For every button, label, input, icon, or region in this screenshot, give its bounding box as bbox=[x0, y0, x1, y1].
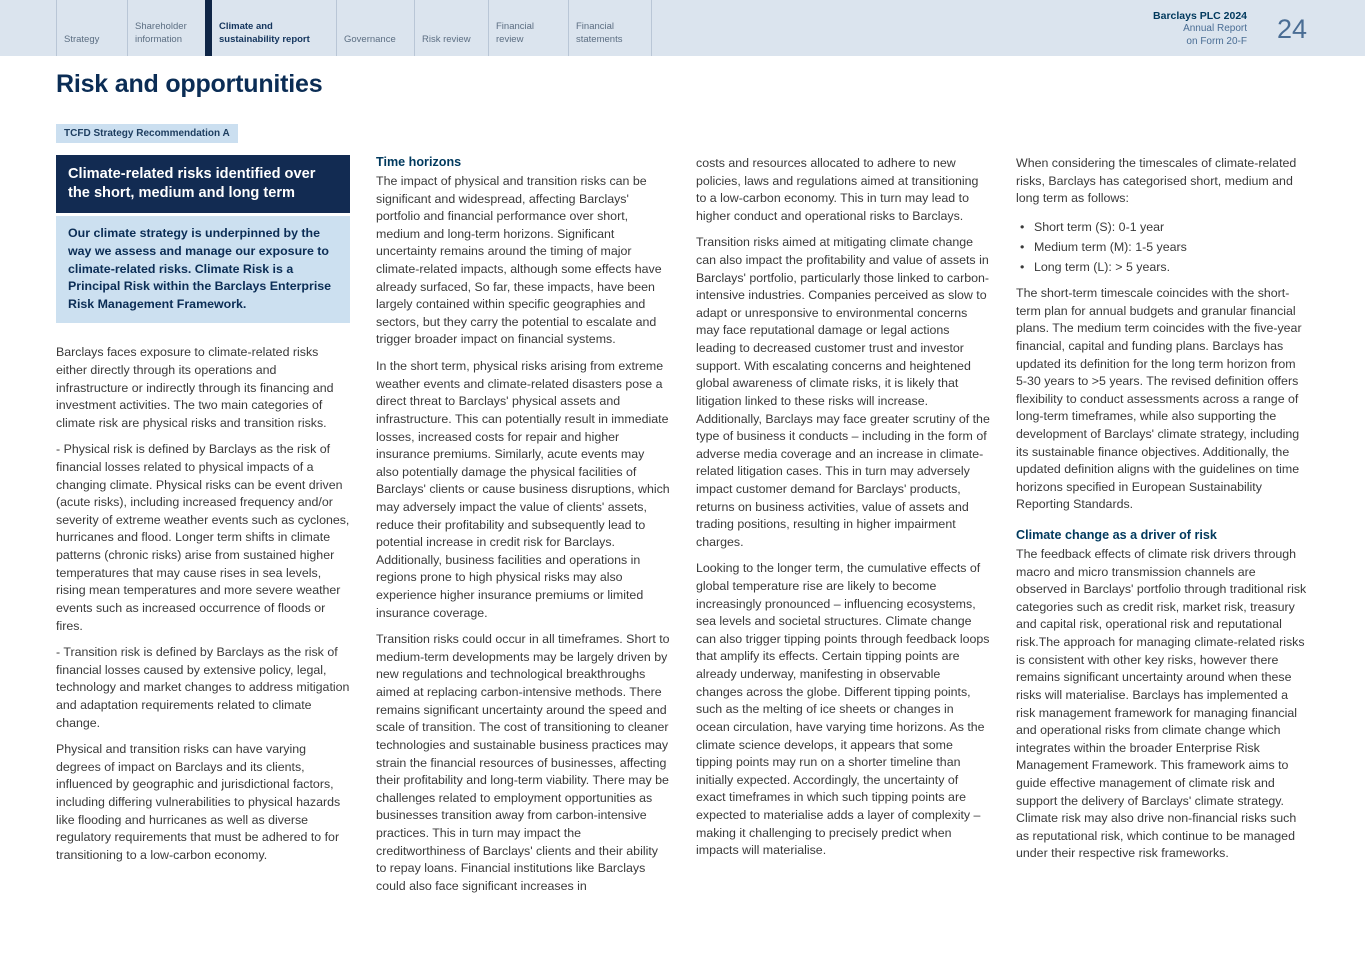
paragraph: Looking to the longer term, the cumulative effects of global temperature rise are likely to become increasingly pronounced – influencing ecosystems, sea levels and societal structures. Climate change can also trigger tipping points through feedback loops that amplify its effects. Certain tipping points are already underway, manifesting in observable changes across the globe. Different tipping points, such as the melting of ice sheets or changes in ocean circulation, have varying time horizons. As the climate science develops, it appears that some tipping points may run on a shorter timeline than initially expected. Accordingly, the uncertainty of exact timeframes in which such tipping points are expected to materialise adds a layer of complexity – making it challenging to precisely predict when impacts will materialise. bbox=[696, 561, 990, 858]
paragraph: The impact of physical and transition risks can be significant and widespread, affecting Barclays' portfolio and financial performance over short, medium and long-term horizons. Significant uncertainty remains around the timing of major climate-related impacts, although some effects have already surfaced, So far, these impacts, have been largely contained within specific geographies and sectors, but they carry the potential to escalate and trigger broader impact on financial systems. bbox=[376, 174, 662, 347]
report-meta bbox=[1153, 10, 1247, 48]
list-item bbox=[1020, 257, 1310, 277]
tab-strategy[interactable] bbox=[56, 0, 127, 56]
tab-label: Risk review bbox=[422, 33, 471, 45]
page-content bbox=[0, 56, 1365, 904]
bullet-icon: • bbox=[1020, 260, 1025, 275]
column-4 bbox=[1016, 155, 1310, 904]
list-item bbox=[1020, 217, 1310, 237]
page-number: 24 bbox=[1276, 14, 1307, 44]
paragraph: Barclays faces exposure to climate-related risks either directly through its operations and infrastructure or indirectly through its financing and investment activities. The two main categories of climate risk are physical risks and transition risks. bbox=[56, 345, 334, 430]
tab-governance[interactable] bbox=[336, 0, 414, 56]
paragraph: The short-term timescale coincides with the short-term plan for annual budgets and granular financial plans. The medium term coincides with the five-year financial, capital and funding plans. Barclays has updated its definition for the long term horizon from 5-30 years to >5 years. The revised definition offers flexibility to conduct assessments across a range of long-term timeframes, while also supporting the development of Barclays' climate strategy, including its sustainable finance objectives. Additionally, the updated definition aligns with the guidelines on time horizons specified in European Sustainability Reporting Standards. bbox=[1016, 286, 1302, 512]
tab-shareholder-information[interactable] bbox=[127, 0, 205, 56]
time-horizons-heading: Time horizons bbox=[376, 155, 462, 169]
tab-label: Climate and sustainability report bbox=[219, 21, 310, 45]
tab-financial-review[interactable] bbox=[488, 0, 568, 56]
bullet-icon: • bbox=[1020, 219, 1025, 234]
paragraph: In the short term, physical risks arising from extreme weather events and climate-related disasters pose a direct threat to Barclays' physical assets and infrastructure. This can potentially result in immediate losses, increased costs for repair and higher insurance premiums. Similarly, acute events may also potentially damage the physical facilities of Barclays' clients or cause business disruptions, which may adversely impact the value of clients' assets, reduce their profitability and subsequently lead to potential increase in credit risk for Barclays. Additionally, business facilities and operations in regions prone to high physical risks may also experience higher insurance premiums or limited insurance coverage. bbox=[376, 359, 670, 620]
tab-label: Financial statements bbox=[576, 21, 623, 45]
report-title: Barclays PLC 2024 bbox=[1153, 10, 1247, 22]
column-1-body bbox=[56, 344, 350, 864]
list-item-text: Long term (L): > 5 years. bbox=[1034, 260, 1171, 275]
tab-label: Governance bbox=[344, 33, 396, 45]
timescale-list bbox=[1020, 217, 1310, 277]
climate-driver-heading: Climate change as a driver of risk bbox=[1016, 528, 1217, 543]
text-columns bbox=[56, 155, 1310, 904]
paragraph: Transition risks could occur in all timeframes. Short to medium-term developments may be largely driven by new regulations and technological breakthroughs aimed at replacing carbon-intensive methods. There remains significant uncertainty around the speed and scale of transition. The cost of transitioning to cleaner technologies and sustainable business practices may strain the financial resources of businesses, affecting their profitability and long-term viability. There may be challenges related to employment opportunities as businesses transition away from carbon-intensive practices. This in turn may impact the creditworthiness of Barclays' clients and their ability to repay loans. Financial institutions like Barclays could also face significant increases in bbox=[376, 632, 670, 893]
list-item-text: Medium term (M): 1-5 years bbox=[1034, 239, 1187, 254]
section-tabs bbox=[56, 0, 652, 56]
bullet-icon: • bbox=[1020, 239, 1025, 254]
list-item-text: Short term (S): 0-1 year bbox=[1034, 219, 1165, 234]
paragraph: The feedback effects of climate risk drivers through macro and micro transmission channels are observed in Barclays' portfolio through traditional risk categories such as credit risk, market risk, treasury and capital risk, operational risk and reputational risk.The approach for managing climate-related risks is consistent with other key risks, however there remains significant uncertainty around when these risks will materialise. Barclays has implemented a risk management framework for managing financial and operational risks from climate change which integrates within the broader Enterprise Risk Management Framework. This framework aims to guide effective management of climate risk and support the delivery of Barclays' climate strategy. Climate risk may also drive non-financial risks such as reputational risk, which continue to be managed under their respective risk frameworks. bbox=[1016, 547, 1307, 861]
paragraph: Transition risks aimed at mitigating climate change can also impact the profitability and value of assets in Barclays' portfolio, particularly those linked to carbon-intensive industries. Companies perceived as slow to adapt or unresponsive to environmental concerns may face reputational damage or legal actions leading to decreased customer trust and investor support. With escalating concerns and heightened global awareness of climate risks, it is likely that litigation linked to these risks will increase. Additionally, Barclays may face greater scrutiny of the type of business it conducts – including in the form of adverse media coverage and an increase in climate-related litigation cases. This in turn may adversely impact customer demand for Barclays' products, returns on business activities, value of assets and trading positions, resulting in higher impairment charges. bbox=[696, 235, 990, 549]
paragraph: - Transition risk is defined by Barclays as the risk of financial losses caused by extensive policy, legal, technology and market changes to address mitigation and adaptation requirements related to climate change. bbox=[56, 645, 350, 730]
paragraph: costs and resources allocated to adhere to new policies, laws and regulations aimed at transitioning to a low-carbon economy. This in turn may lead to higher conduct and operational risks to Barclays. bbox=[696, 156, 979, 223]
headline-box: Climate-related risks identified over the short, medium and long term bbox=[56, 155, 350, 213]
paragraph: - Physical risk is defined by Barclays as the risk of financial losses related to physical impacts of a changing climate. Physical risks can be event driven (acute risks), including increased frequency and/or severity of extreme weather events such as cyclones, hurricanes and flood. Longer term shifts in climate patterns (chronic risks) arise from sustained higher temperatures that may cause rises in sea levels, rising mean temperatures and more severe weather events such as increased occurrence of floods or fires. bbox=[56, 442, 350, 633]
report-subtitle: Annual Report bbox=[1183, 23, 1247, 35]
page-title: Risk and opportunities bbox=[56, 70, 323, 98]
tab-risk-review[interactable] bbox=[414, 0, 488, 56]
tab-label: Shareholder information bbox=[135, 21, 187, 45]
tcfd-recommendation-tag: TCFD Strategy Recommendation A bbox=[56, 124, 238, 143]
column-1 bbox=[56, 155, 350, 904]
tab-label: Financial review bbox=[496, 21, 535, 45]
tab-climate-and-sustainability-report[interactable] bbox=[205, 0, 336, 56]
paragraph: Physical and transition risks can have varying degrees of impact on Barclays and its clients, influenced by geographic and jurisdictional factors, including differing vulnerabilities to physical hazards like flooding and hurricanes as well as diverse regulatory requirements that must be adhered to for transitioning to a low-carbon economy. bbox=[56, 742, 341, 862]
tab-financial-statements[interactable] bbox=[568, 0, 652, 56]
top-navigation-bar bbox=[0, 0, 1365, 56]
report-subtitle-2: on Form 20-F bbox=[1186, 35, 1247, 47]
list-item bbox=[1020, 237, 1310, 257]
column-3 bbox=[696, 155, 990, 904]
column-2 bbox=[376, 155, 670, 904]
paragraph: When considering the timescales of climate-related risks, Barclays has categorised short, medium and long term as follows: bbox=[1016, 156, 1297, 206]
tab-label: Strategy bbox=[64, 33, 100, 45]
strategy-statement-box: Our climate strategy is underpinned by the way we assess and manage our exposure to climate-related risks. Climate Risk is a Principal Risk within the Barclays Enterprise Risk Management Framework. bbox=[56, 216, 350, 323]
